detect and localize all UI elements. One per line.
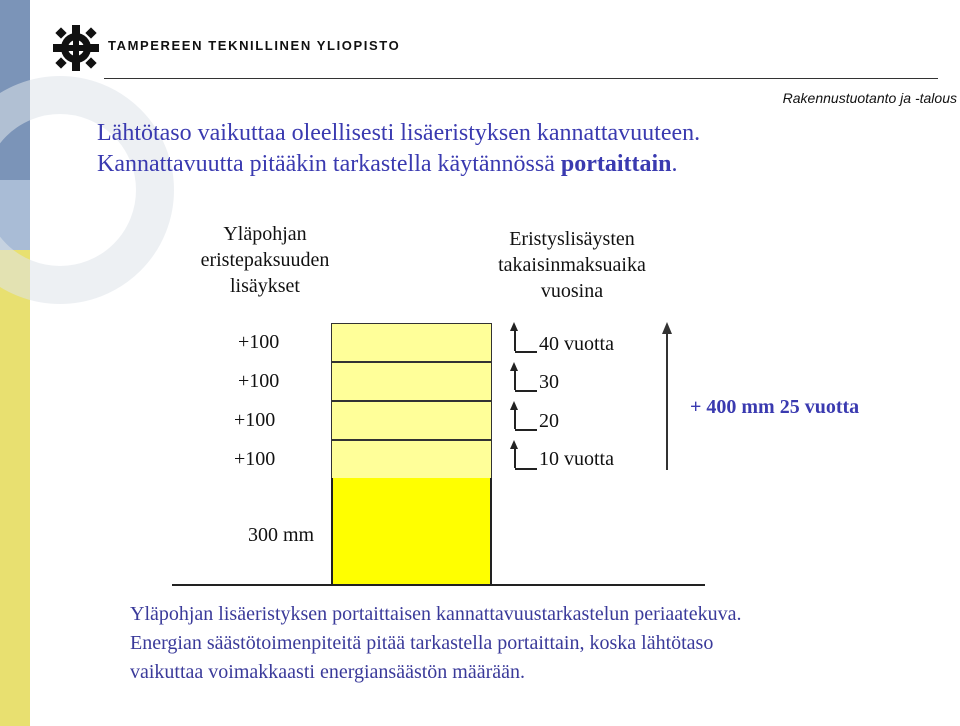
payback-label-2: 30 [539, 371, 559, 393]
increment-label-1: +100 [238, 331, 280, 353]
payback-tick-2 [515, 390, 537, 392]
base-insulation-block [331, 478, 492, 585]
increment-label-2: +100 [238, 370, 280, 392]
total-label: + 400 mm 25 vuotta [690, 396, 860, 418]
payback-label-4: 10 vuotta [539, 448, 614, 470]
university-name: TAMPEREEN TEKNILLINEN YLIOPISTO [108, 38, 401, 53]
insulation-layer-1 [331, 323, 492, 362]
right-column-header: Eristyslisäysten takaisinmaksuaika vuosina [498, 228, 646, 302]
arrow-head-2 [510, 362, 518, 371]
diagram-baseline [172, 584, 705, 586]
payback-tick-3 [515, 429, 537, 431]
payback-label-1: 40 vuotta [539, 333, 614, 355]
university-logo-icon [52, 24, 100, 72]
insulation-layer-2 [331, 362, 492, 401]
payback-label-3: 20 [539, 410, 559, 432]
insulation-layer-3 [331, 401, 492, 440]
department-name: Rakennustuotanto ja -talous [782, 90, 957, 106]
slide-heading [97, 118, 700, 180]
heading-line-2: Kannattavuutta pitääkin tarkastella käytännössä portaittain. [97, 151, 678, 177]
payback-arrow-1 [514, 330, 516, 351]
left-column-header: Yläpohjan eristepaksuuden lisäykset [200, 223, 330, 297]
heading-line-1: Lähtötaso vaikuttaa oleellisesti lisäeristyksen kannattavuuteen. [97, 120, 701, 146]
payback-tick-1 [515, 351, 537, 353]
header-divider [104, 78, 938, 79]
base-thickness-label: 300 mm [248, 524, 315, 546]
heading-emphasis: portaittain [560, 151, 672, 177]
increment-label-3: +100 [234, 409, 276, 431]
payback-tick-4 [515, 468, 537, 470]
side-stripe-yellow [0, 250, 30, 726]
total-arrow-head [662, 322, 672, 334]
figure-caption: Yläpohjan lisäeristyksen portaittaisen kannattavuustarkastelun periaatekuva. Energian säästötoimenpiteitä pitää tarkastella portaittain, koska lähtötaso vaikuttaa voimakkaasti energiansäästön määrään. [130, 603, 742, 683]
increment-label-4: +100 [234, 448, 276, 470]
insulation-layer-4 [331, 440, 492, 479]
arrow-head-1 [510, 322, 518, 331]
total-arrow [666, 330, 668, 470]
arrow-head-3 [510, 401, 518, 410]
arrow-head-4 [510, 440, 518, 449]
